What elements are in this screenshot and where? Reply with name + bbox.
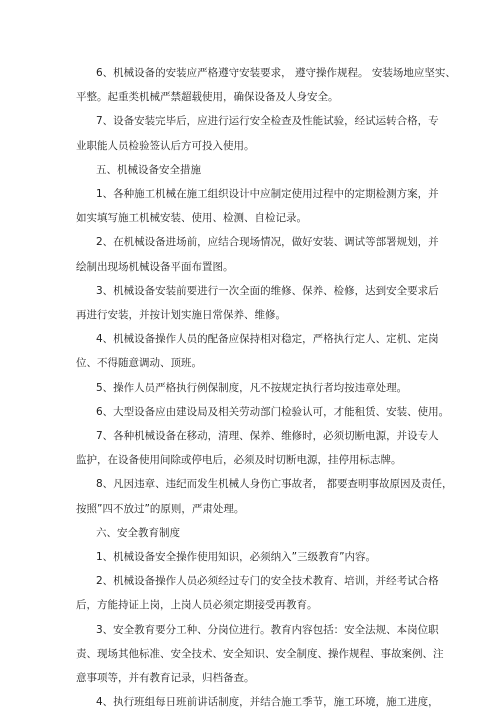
text-line: 6、机械设备的安装应严格遵守安装要求， 遵守操作规程。 安装场地应坚实、	[96, 67, 456, 79]
text-line: 6、大型设备应由建设局及相关劳动部门检验认可，才能租赁、安装、使用。	[96, 405, 450, 418]
text-line: 平整。起重类机械严禁超载使用，确保设备及人身安全。	[76, 91, 339, 104]
text-line: 2、机械设备操作人员必须经过专门的安全技术教育、培训，并经考试合格	[96, 575, 439, 588]
section-heading: 六、安全教育制度	[96, 526, 180, 539]
text-line: 1、机械设备安全操作使用知识，必须纳入”三级教育”内容。	[96, 551, 377, 563]
section-heading: 五、机械设备安全措施	[96, 163, 201, 176]
text-line: 3、机械设备安装前要进行一次全面的维修、保养、检修，达到安全要求后	[96, 284, 439, 297]
text-line: 8、凡因违章、违纪而发生机械人身伤亡事故者， 都要查明事故原因及责任，	[96, 478, 453, 491]
text-line: 按照”四不放过”的原则，严肃处理。	[76, 502, 245, 515]
text-line: 2、在机械设备进场前，应结合现场情况，做好安装、调试等部署规划，并	[96, 236, 439, 249]
text-line: 责、现场其他标准、安全技术、安全知识、安全制度、操作规程、事故案例、注	[76, 647, 444, 660]
text-line: 业职能人员检验签认后方可投入使用。	[76, 139, 255, 152]
text-line: 4、执行班组每日班前讲话制度，并结合施工季节，施工环境，施工进度，	[96, 696, 439, 709]
text-line: 意事项等，并有教育记录，归档备查。	[76, 672, 255, 684]
text-line: 后，方能持证上岗，上岗人员必须定期接受再教育。	[76, 599, 318, 612]
text-line: 5、操作人员严格执行例保制度，凡不按规定执行者均按违章处理。	[96, 381, 408, 394]
text-line: 绘制出现场机械设备平面布置图。	[76, 260, 234, 273]
text-line: 7、设备安装完毕后，应进行运行安全检查及性能试验，经试运转合格，专	[96, 115, 439, 128]
text-line: 再进行安装，并按计划实施日常保养、维修。	[76, 309, 286, 321]
text-line: 1、各种施工机械在施工组织设计中应制定使用过程中的定期检测方案，并	[96, 188, 439, 200]
text-line: 如实填写施工机械安装、使用、检测、自检记录。	[76, 212, 307, 225]
text-line: 7、各种机械设备在移动，清理、保养、维修时，必须切断电源，并设专人	[96, 430, 439, 442]
text-line: 监护，在设备使用间除或停电后，必须及时切断电源，挂停用标志牌。	[76, 454, 402, 467]
text-line: 3、安全教育要分工种、分岗位进行。教育内容包括：安全法规、本岗位职	[96, 623, 439, 636]
text-line: 位、不得随意调动、顶班。	[76, 357, 202, 370]
text-line: 4、机械设备操作人员的配备应保持相对稳定，严格执行定人、定机、定岗	[96, 333, 439, 346]
